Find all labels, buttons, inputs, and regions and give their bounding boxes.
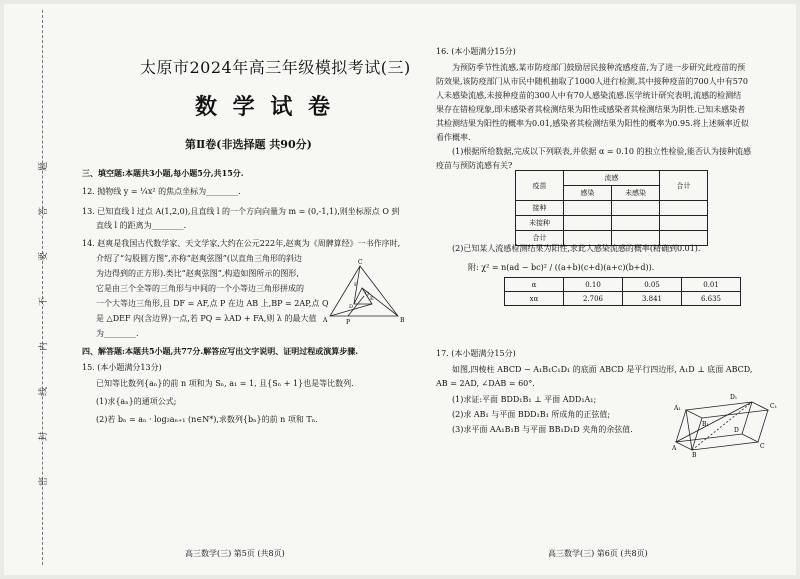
page-footer-left: 高三数学(三) 第5页 (共8页): [185, 549, 285, 558]
table-cell: 3.841: [623, 292, 682, 306]
page-footer-right: 高三数学(三) 第6页 (共8页): [548, 549, 648, 558]
question-16-part1-cont: 疫苗与预防流感有关?: [436, 161, 513, 170]
table-cell: 2.706: [564, 292, 623, 306]
question-16: 16. (本小题满分15分): [436, 47, 516, 56]
margin-label: 封: [39, 431, 50, 442]
prism-figure: [672, 390, 782, 458]
question-17: 17. (本小题满分15分): [436, 349, 516, 358]
fig17-label: C: [760, 443, 765, 450]
question-17-part3: (3)求平面 AA₁B₁B 与平面 BB₁D₁D 夹角的余弦值.: [452, 425, 633, 434]
question-14-text: 是 △DEF 内(含边界)一点,若 PQ = λAD + FA,则 λ 的最大值: [96, 314, 317, 323]
part-heading: 第Ⅱ卷(非选择题 共90分): [185, 138, 312, 151]
margin-label: 不: [39, 296, 50, 307]
question-12: 12. 抛物线 y = ¼x² 的焦点坐标为________.: [82, 187, 241, 196]
question-16-text: 其检测结果为阳性的概率为0.01,感染者其检测结果为阳性的概率为0.95.将上述频率近似: [436, 119, 749, 128]
question-15-part1: (1)求{aₙ}的通项公式;: [96, 397, 177, 406]
question-13: 13. 已知直线 l 过点 A(1,2,0),且直线 l 的一个方向向量为 m = (0,-1,1),则坐标原点 O 到: [82, 207, 400, 216]
fig14-label: A: [323, 317, 328, 324]
margin-label: 题: [39, 161, 50, 172]
fig17-label: C₁: [770, 403, 777, 410]
fig17-label: D: [734, 427, 739, 434]
critical-value-table: [504, 277, 741, 306]
section-3-heading: 三、填空题:本题共3小题,每小题5分,共15分.: [82, 168, 244, 178]
table-cell: 0.05: [623, 278, 682, 292]
fig14-label: P: [346, 319, 351, 326]
question-17-text: 如图,四棱柱 ABCD − A₁B₁C₁D₁ 的底面 ABCD 是平行四边形, A₁D ⊥ 底面 ABCD,: [452, 365, 753, 374]
fig14-label: F: [354, 282, 358, 288]
fig17-label: A: [672, 445, 677, 452]
section-4-heading: 四、解答题:本题共5小题,共77分.解答应写出文字说明、证明过程或演算步骤.: [82, 346, 359, 356]
question-16-text: 为预防季节性流感,某市防疫部门鼓励居民接种流感疫苗,为了进一步研究此疫苗的预: [452, 63, 746, 72]
fig14-label: B: [400, 317, 405, 324]
question-16-part1: (1)根据所给数据,完成以下列联表,并依据 α = 0.10 的独立性检验,能否认为接种流感: [452, 147, 752, 156]
question-16-text: 果存在错检现象,即未感染者其检测结果为阳性或感染者其检测结果为阴性.已知未感染者: [436, 105, 746, 114]
table-cell: 6.635: [682, 292, 741, 306]
fig17-label: B: [692, 452, 697, 458]
table-header: 感染: [564, 186, 612, 201]
table-row-label: 未接种: [516, 216, 564, 231]
question-17-text: AB = 2AD, ∠DAB = 60°.: [436, 379, 535, 388]
question-14-text: 一个大等边三角形,且 DF = AF,点 P 在边 AB 上,BP = 2AP,点 Q: [96, 299, 329, 308]
formula-note: 附: χ² = n(ad − bc)² / ((a+b)(c+d)(a+c)(b+d)).: [468, 263, 655, 272]
table-cell: 0.01: [682, 278, 741, 292]
question-15-part2: (2)若 bₙ = aₙ · log₂aₙ₊₁ (n∈N*),求数列{bₙ}的前 n 项和 Tₙ.: [96, 415, 318, 424]
margin-label: 内: [39, 341, 50, 352]
table-header: 合计: [660, 171, 708, 201]
question-15: 15. (本小题满分13分): [82, 363, 162, 372]
question-14: 14. 赵爽是我国古代数学家、天文学家,大约在公元222年,赵爽为《周髀算经》一书作序时,: [82, 239, 401, 248]
table-row-label: 接种: [516, 201, 564, 216]
question-14-text: 介绍了“勾股圆方图”,亦称“赵爽弦图”(以直角三角形的斜边: [96, 254, 303, 263]
table-header: 未感染: [612, 186, 660, 201]
fig14-label: C: [358, 259, 363, 266]
margin-label: 线: [39, 386, 50, 397]
table-header: 流感: [564, 171, 660, 186]
subject-title: 数 学 试 卷: [195, 94, 334, 120]
fig17-label: D₁: [730, 394, 738, 401]
table-header: 疫苗: [516, 171, 564, 201]
question-14-text: 为边得到的正方形).类比“赵爽弦图”,构造如图所示的图形,: [96, 269, 299, 278]
question-14-text: 它是由三个全等的三角形与中间的一个小等边三角形拼成的: [96, 284, 304, 293]
table-row-label: 合计: [516, 231, 564, 246]
margin-label: 答: [39, 206, 50, 217]
question-14-text: 为________.: [96, 329, 139, 338]
fig17-label: B₁: [702, 421, 709, 428]
margin-label: 密: [39, 476, 50, 487]
fig17-label: A₁: [674, 405, 681, 412]
question-17-part1: (1)求证:平面 BDD₁B₁ ⊥ 平面 ADD₁A₁;: [452, 395, 597, 404]
table-header: α: [505, 278, 564, 292]
question-13-cont: 直线 l 的距离为________.: [96, 221, 187, 230]
fig14-label: E: [370, 296, 374, 302]
question-16-text: 看作概率.: [436, 133, 471, 142]
contingency-table: [515, 170, 708, 246]
question-16-text: 人未感染流感,未接种疫苗的300人中有70人感染流感.医学统计研究表明,流感的检测结: [436, 91, 742, 100]
fig14-label: D: [349, 304, 354, 310]
question-17-part2: (2)求 AB₁ 与平面 BDD₁B₁ 所成角的正弦值;: [452, 410, 611, 419]
margin-label: 要: [39, 251, 50, 262]
triangle-figure: [322, 258, 412, 326]
fig14-label: Q: [365, 291, 370, 297]
exam-title: 太原市2024年高三年级模拟考试(三): [140, 58, 411, 77]
question-16-text: 防效果,该防疫部门从市民中随机抽取了1000人进行检测,其中接种疫苗的700人中有570: [436, 77, 748, 86]
question-16-part2: (2)已知某人流感检测结果为阳性,求此人感染流感的概率(精确到0.01).: [452, 244, 701, 253]
table-header: xα: [505, 292, 564, 306]
question-15-text: 已知等比数列{aₙ}的前 n 项和为 Sₙ, a₁ = 1, 且{Sₙ + 1}也是等比数列.: [96, 379, 354, 388]
table-cell: 0.10: [564, 278, 623, 292]
